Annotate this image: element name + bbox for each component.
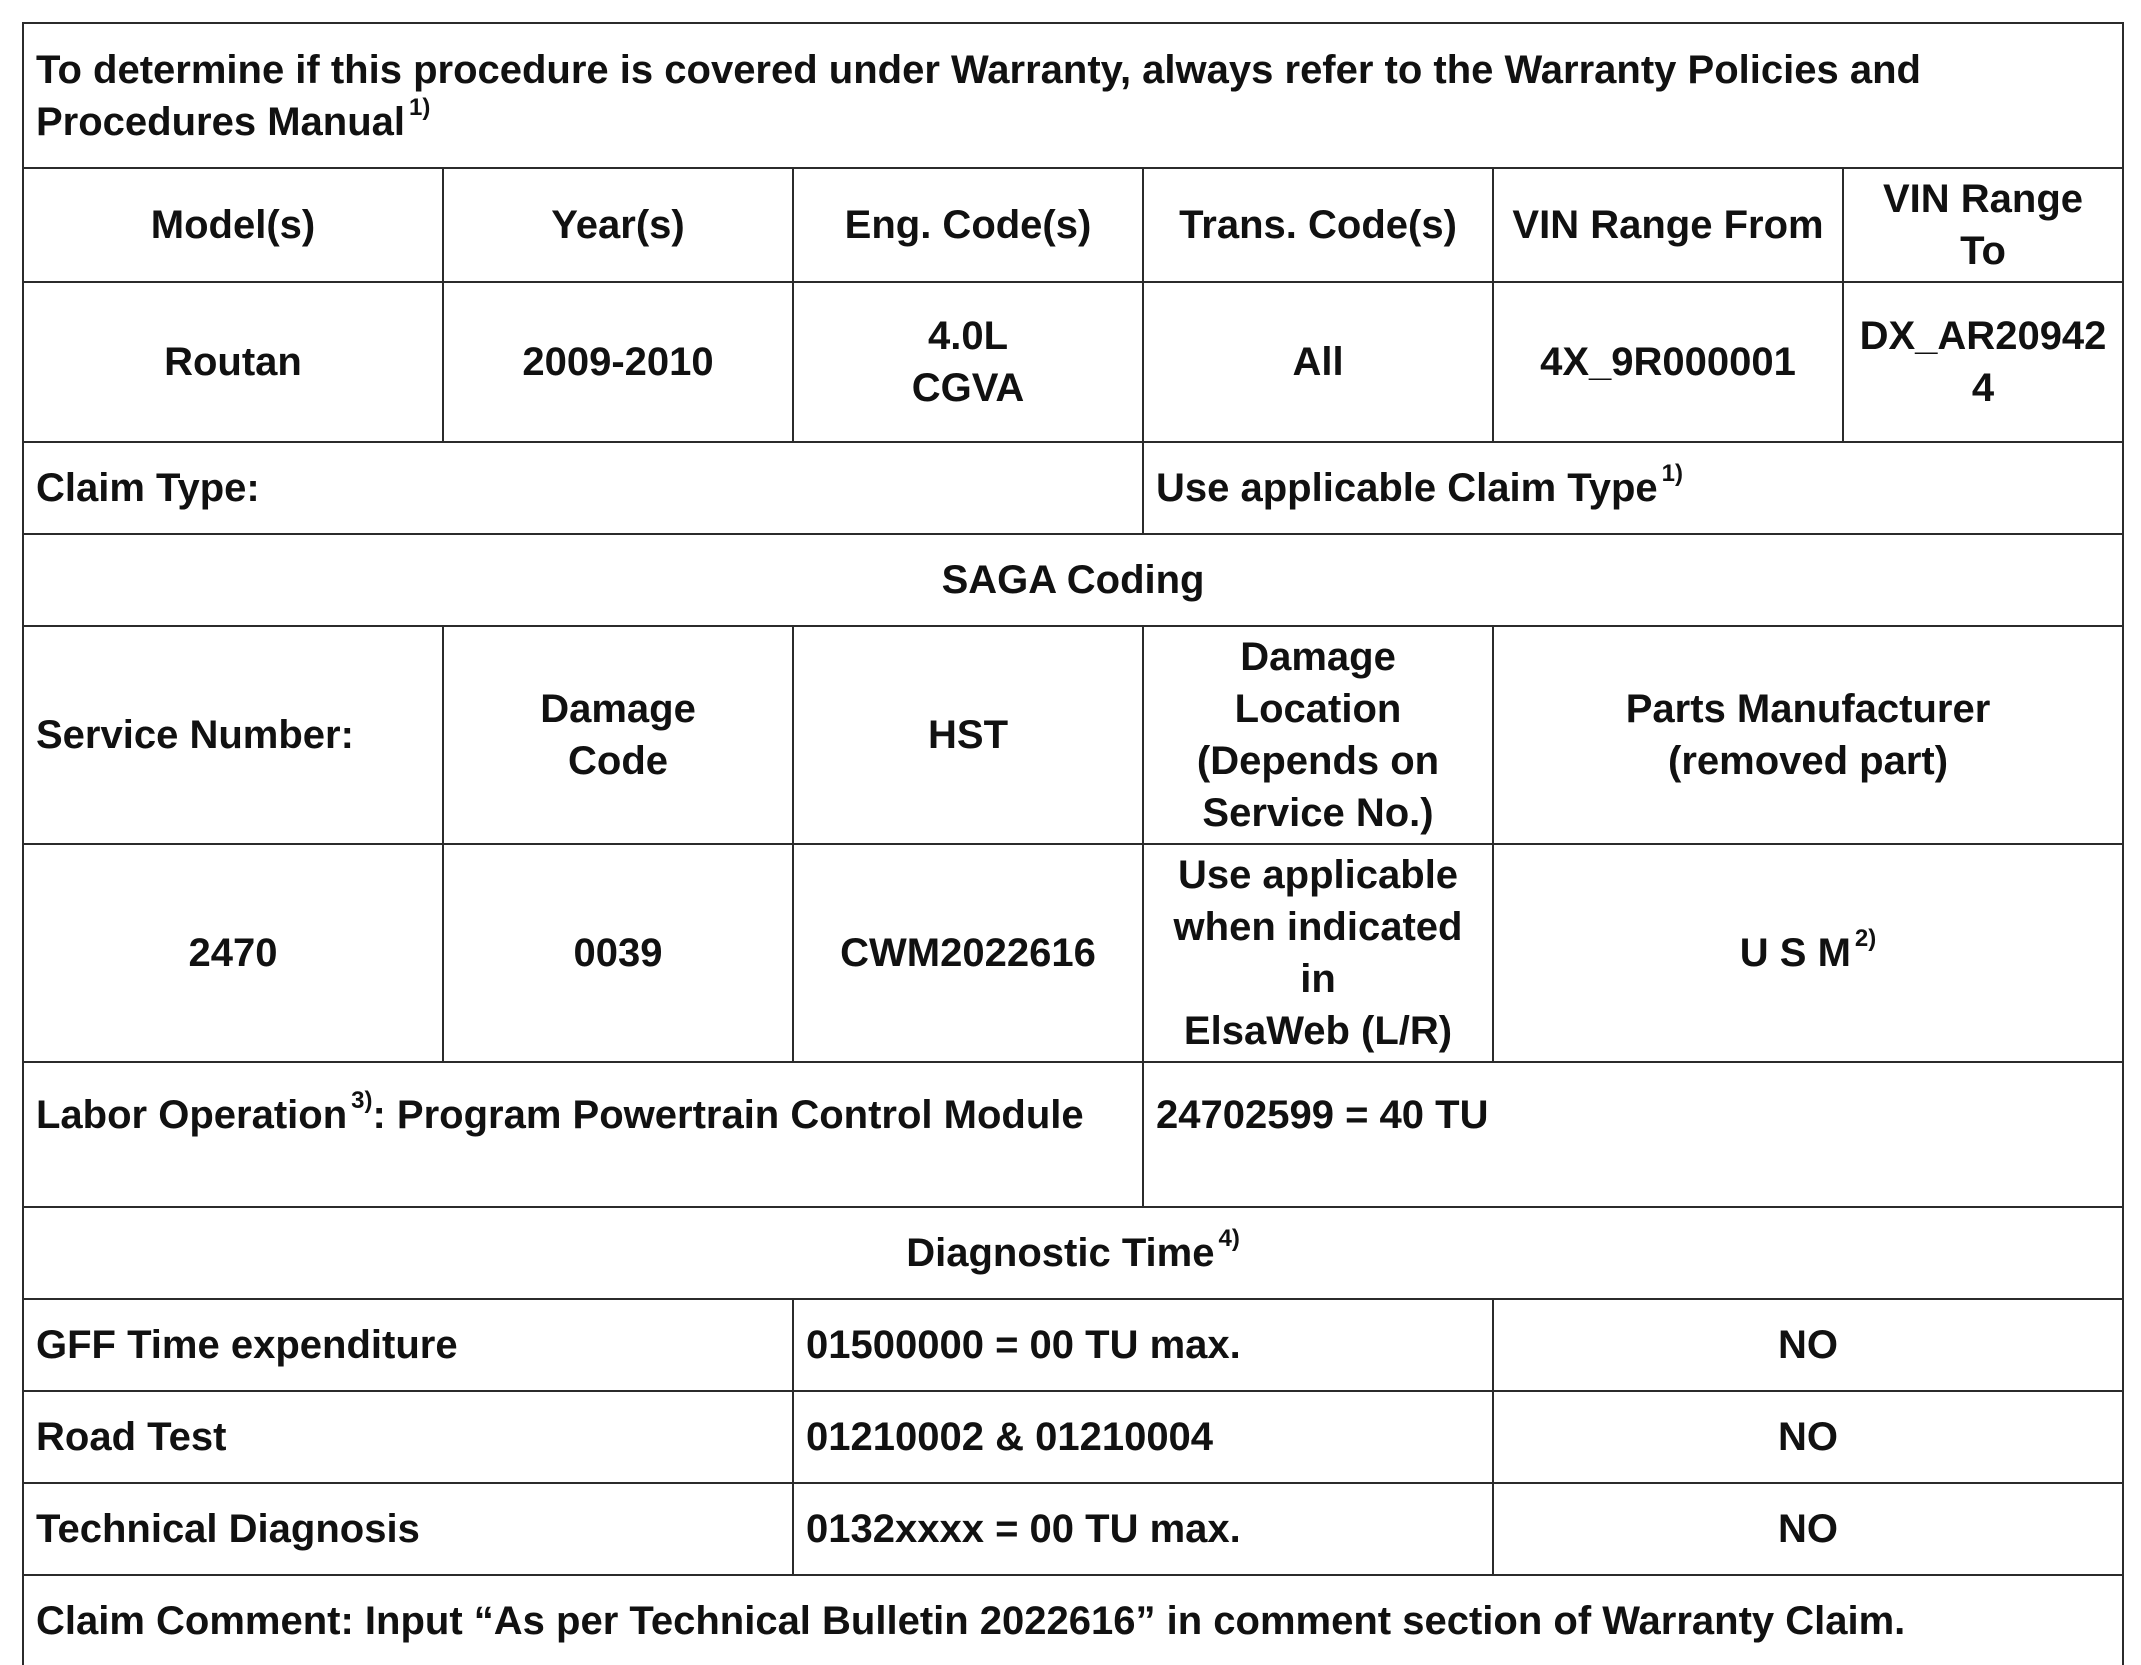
diagnostic-label: GFF Time expenditure xyxy=(23,1299,793,1391)
diagnostic-label: Road Test xyxy=(23,1391,793,1483)
saga-title: SAGA Coding xyxy=(23,534,2123,626)
claim-type-value: Use applicable Claim Type xyxy=(1156,466,1658,510)
header-vin-to: VIN Range To xyxy=(1843,168,2123,282)
intro-row xyxy=(23,23,2123,168)
header-models: Model(s) xyxy=(23,168,443,282)
value-vin-from: 4X_9R000001 xyxy=(1493,282,1843,442)
diagnostic-footnote: 4) xyxy=(1218,1225,1240,1252)
engine-line-1: 4.0L xyxy=(927,314,1009,358)
labor-operation-suffix: : Program Powertrain Control Module xyxy=(372,1093,1084,1137)
damage-location-label-line-2: (Depends on xyxy=(1196,739,1440,783)
diagnostic-code: 0132xxxx = 00 TU max. xyxy=(793,1483,1493,1575)
intro-cell xyxy=(23,23,2123,168)
diagnostic-row xyxy=(23,1299,2123,1391)
saga-values-row xyxy=(23,844,2123,1062)
saga-parts-manufacturer-label xyxy=(1493,626,2123,844)
warranty-table xyxy=(22,22,2124,1665)
diagnostic-title-cell xyxy=(23,1207,2123,1299)
diagnostic-value: NO xyxy=(1493,1299,2123,1391)
saga-damage-location-value xyxy=(1143,844,1493,1062)
saga-parts-manufacturer-value xyxy=(1493,844,2123,1062)
damage-location-value-line-3: ElsaWeb (L/R) xyxy=(1183,1009,1453,1053)
warranty-table-document xyxy=(22,22,2122,1643)
intro-footnote: 1) xyxy=(409,93,431,121)
header-years: Year(s) xyxy=(443,168,793,282)
labor-operation-prefix: Labor Operation xyxy=(36,1093,348,1137)
diagnostic-row xyxy=(23,1391,2123,1483)
value-vin-to: DX_AR209424 xyxy=(1843,282,2123,442)
engine-line-2: CGVA xyxy=(911,366,1025,410)
saga-service-number-value: 2470 xyxy=(23,844,443,1062)
value-trans-codes: All xyxy=(1143,282,1493,442)
value-engine-codes xyxy=(793,282,1143,442)
saga-title-row xyxy=(23,534,2123,626)
damage-location-value-line-2: when indicated in xyxy=(1173,905,1463,1001)
header-trans-codes: Trans. Code(s) xyxy=(1143,168,1493,282)
claim-type-value-cell xyxy=(1143,442,2123,534)
saga-damage-code-label xyxy=(443,626,793,844)
claim-type-label: Claim Type: xyxy=(23,442,1143,534)
parts-manufacturer-label-line-1: Parts Manufacturer xyxy=(1625,687,1991,731)
damage-code-label-line-2: Code xyxy=(568,739,668,783)
damage-code-label-line-1: Damage xyxy=(540,687,696,731)
intro-text: To determine if this procedure is covered under Warranty, always refer to the Warranty Policies and Procedures Manual xyxy=(36,47,1921,144)
parts-manufacturer-code: U S M xyxy=(1739,931,1851,975)
diagnostic-row xyxy=(23,1483,2123,1575)
vehicle-values-row xyxy=(23,282,2123,442)
damage-location-value-line-1: Use applicable xyxy=(1177,853,1459,897)
labor-operation-footnote: 3) xyxy=(351,1087,373,1114)
vehicle-header-row xyxy=(23,168,2123,282)
labor-operation-row xyxy=(23,1062,2123,1207)
labor-operation-value: 24702599 = 40 TU xyxy=(1143,1062,2123,1207)
diagnostic-title-row xyxy=(23,1207,2123,1299)
claim-type-row xyxy=(23,442,2123,534)
claim-type-footnote: 1) xyxy=(1661,460,1684,487)
claim-comment-row xyxy=(23,1575,2123,1665)
diagnostic-label: Technical Diagnosis xyxy=(23,1483,793,1575)
parts-manufacturer-label-line-2: (removed part) xyxy=(1668,739,1949,783)
diagnostic-code: 01210002 & 01210004 xyxy=(793,1391,1493,1483)
saga-hst-value: CWM2022616 xyxy=(793,844,1143,1062)
damage-location-label-line-3: Service No.) xyxy=(1202,791,1434,835)
damage-location-label-line-1: Damage Location xyxy=(1234,635,1402,731)
diagnostic-value: NO xyxy=(1493,1391,2123,1483)
value-model: Routan xyxy=(23,282,443,442)
value-years: 2009-2010 xyxy=(443,282,793,442)
saga-service-number-label: Service Number: xyxy=(23,626,443,844)
labor-operation-label xyxy=(23,1062,1143,1207)
diagnostic-value: NO xyxy=(1493,1483,2123,1575)
parts-manufacturer-footnote: 2) xyxy=(1854,925,1877,952)
claim-comment: Claim Comment: Input “As per Technical Bulletin 2022616” in comment section of Warranty Claim. xyxy=(23,1575,2123,1665)
saga-damage-code-value: 0039 xyxy=(443,844,793,1062)
diagnostic-title: Diagnostic Time xyxy=(906,1231,1215,1275)
saga-header-row xyxy=(23,626,2123,844)
saga-hst-label: HST xyxy=(793,626,1143,844)
diagnostic-code: 01500000 = 00 TU max. xyxy=(793,1299,1493,1391)
saga-damage-location-label xyxy=(1143,626,1493,844)
header-engine-codes: Eng. Code(s) xyxy=(793,168,1143,282)
header-vin-from: VIN Range From xyxy=(1493,168,1843,282)
